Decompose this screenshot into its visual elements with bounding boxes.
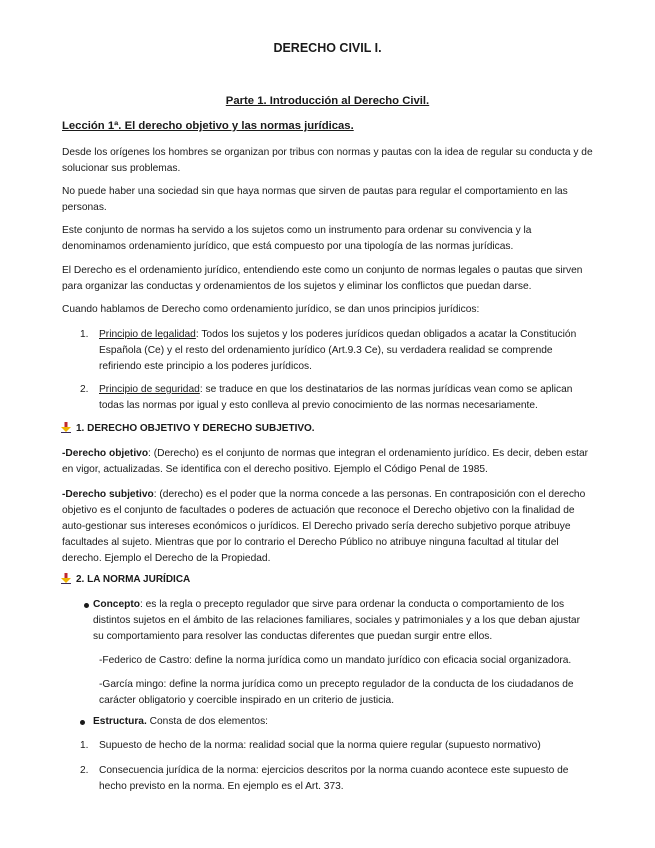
quote-line: -Federico de Castro: define la norma jurídica como un mandato jurídico con eficacia social organizadora. <box>99 655 572 666</box>
paragraph-line: Española (Ce) y el resto del ordenamiento jurídico (Art.9.3 Ce), su verdadera realidad se comprende <box>99 345 553 356</box>
paragraph-line: todas las normas por igual y esto conlleva al previo conocimiento de las normas necesariamente. <box>99 400 538 411</box>
paragraph-line: hecho previsto en la norma. En ejemplo es el Art. 373. <box>99 781 344 792</box>
paragraph-line: facultades al sujeto. Mientras que por lo contrario el Derecho Público no atribuye ninguna facultad al titular del <box>62 537 559 548</box>
definition-text: Consta de dos elementos: <box>146 716 268 727</box>
list-item: Consecuencia jurídica de la norma: ejercicios descritos por la norma cuando acontece este supuesto de <box>99 765 569 776</box>
paragraph-line: Desde los orígenes los hombres se organizan por tribus con normas y pautas con la idea de regular su conducta y de <box>62 147 593 158</box>
arrow-head <box>61 578 71 583</box>
paragraph-line: para organizar las conductas y ordenamientos de los sujetos y eliminar los conflictos que puedan darse. <box>62 281 532 292</box>
definition <box>62 488 585 501</box>
list-item: Supuesto de hecho de la norma: realidad social que la norma quiere regular (supuesto normativo) <box>99 740 541 751</box>
section-heading: 1. DERECHO OBJETIVO Y DERECHO SUBJETIVO. <box>76 423 315 434</box>
list-item <box>99 328 576 341</box>
principle-term: Principio de legalidad <box>99 329 196 340</box>
lesson-heading: Lección 1ª. El derecho objetivo y las normas jurídicas. <box>62 120 354 132</box>
principle-term: Principio de seguridad <box>99 384 200 395</box>
quote-line: carácter obligatorio y coercible inspirado en un criterio de justicia. <box>99 695 395 706</box>
arrow-down-icon <box>61 573 71 584</box>
definition-term: Concepto <box>93 599 140 610</box>
paragraph-line: solucionar sus problemas. <box>62 163 181 174</box>
paragraph-line: su comportamiento para resolver las conductas diferentes que puedan surgir entre ellos. <box>93 631 493 642</box>
definition-text: : es la regla o precepto regulador que sirve para ordenar la conducta o comportamiento de los <box>139 599 565 610</box>
quote-line: -García mingo: define la norma jurídica como un precepto regulador de la conducta de los ciudadanos de <box>99 679 574 690</box>
paragraph-line: distintos sujetos en el ámbito de las relaciones familiares, sociales y patrimoniales y a los que deban ajustar <box>93 615 580 626</box>
definition-text: : (derecho) es el poder que la norma concede a las personas. En contraposición con el derecho <box>153 489 586 500</box>
definition <box>62 447 588 460</box>
paragraph-line: auto-gestionar sus intereses económicos o jurídicos. El Derecho privado sería derecho subjetivo porque atribuye <box>62 521 571 532</box>
list-number: 2. <box>80 765 89 776</box>
paragraph-line: No puede haber una sociedad sin que haya normas que sirven de pautas para regular el comportamiento en las <box>62 186 568 197</box>
definition-term: Estructura. <box>93 716 147 727</box>
document-title: DERECHO CIVIL I. <box>273 41 382 55</box>
definition <box>93 598 564 611</box>
list-number: 1. <box>80 329 89 340</box>
paragraph-line: refiriendo este principio a los poderes jurídicos. <box>99 361 312 372</box>
definition <box>93 715 268 728</box>
arrow-head <box>61 427 71 432</box>
bullet-icon <box>80 720 85 725</box>
part-heading: Parte 1. Introducción al Derecho Civil. <box>225 95 430 107</box>
arrow-base <box>61 432 71 433</box>
definition-term: -Derecho objetivo <box>62 448 149 459</box>
list-item <box>99 383 572 396</box>
bullet-icon <box>84 603 89 608</box>
paragraph-line: denominamos ordenamiento jurídico, que está compuesto por una tipología de las normas jurídicas. <box>62 241 514 252</box>
paragraph-line: Este conjunto de normas ha servido a los sujetos como un instrumento para ordenar su convivencia y la <box>62 225 532 236</box>
list-number: 2. <box>80 384 89 395</box>
definition-term: -Derecho subjetivo <box>62 489 154 500</box>
arrow-base <box>61 583 71 584</box>
principle-text: : Todos los sujetos y los poderes jurídicos quedan obligados a acatar la Constitución <box>195 329 577 340</box>
paragraph-line: en vigor, actualizadas. Se identifica con el derecho positivo. Ejemplo el Código Penal de 1985. <box>62 464 488 475</box>
paragraph-line: Cuando hablamos de Derecho como ordenamiento jurídico, se dan unos principios jurídicos: <box>62 304 480 315</box>
paragraph-line: personas. <box>62 202 107 213</box>
arrow-down-icon <box>61 422 71 433</box>
paragraph-line: El Derecho es el ordenamiento jurídico, entendiendo este como un conjunto de normas legales o pautas que sirven <box>62 265 583 276</box>
paragraph-line: derecho. Ejemplo el Derecho de la Propiedad. <box>62 553 271 564</box>
definition-text: : (Derecho) es el conjunto de normas que integran el ordenamiento jurídico. Es decir, deben estar <box>148 448 589 459</box>
principle-text: : se traduce en que los destinatarios de las normas jurídicas vean como se aplican <box>199 384 573 395</box>
paragraph-line: objetivo es el conjunto de facultades o poderes de actuación que reconoce el Derecho objetivo con la finalidad de <box>62 505 575 516</box>
list-number: 1. <box>80 740 89 751</box>
section-heading: 2. LA NORMA JURÍDICA <box>76 574 191 585</box>
